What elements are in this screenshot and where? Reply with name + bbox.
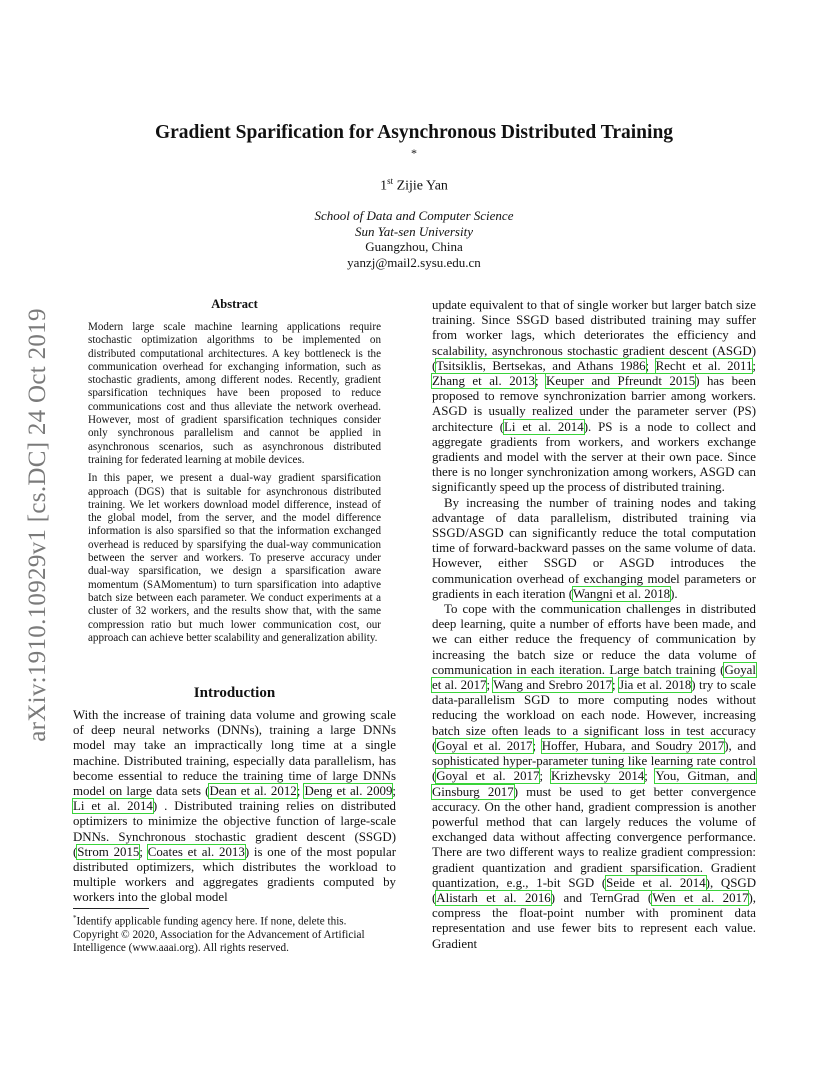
body-text: ; [532, 738, 542, 753]
body-paragraph [432, 496, 756, 602]
abstract-paragraph: In this paper, we present a dual-way gradient sparsification approach (DGS) that is suitable for asynchronous distributed training. We let workers download model difference, instead of the global model, from the server, and the model difference information is also sparsified so that the information exchanged overhead is reduced by sparsifying the dual-way communication between the server and workers. To preserve accuracy under dual-way sparsification, we design a sparsification aware momentum (SAMomentum) to turn sparsification into adaptive batch size between each parameter. We conduct experiments at a cluster of 32 workers, and the results show that, with the same compression ratio but much lower communication cost, our approach can achieve better scalability and generalization ability. [88, 472, 381, 644]
citation-link[interactable]: Recht et al. 2011 [655, 358, 753, 373]
citation-link[interactable]: Alistarh et al. 2016 [436, 890, 551, 905]
body-text: To cope with the communication challenges in distributed deep learning, quite a number of efforts have been made, and we can either reduce the frequency of communication by increasing the batch size or reduce the data volume of communication in each iteration. Large batch training ( [432, 602, 756, 677]
body-text: ; [392, 784, 397, 799]
citation-link[interactable]: Li et al. 2014 [504, 419, 584, 434]
body-text: ). [670, 586, 678, 601]
author-line [0, 176, 828, 195]
affiliation-email: yanzj@mail2.sysu.edu.cn [347, 254, 481, 270]
introduction-heading: Introduction [193, 685, 276, 701]
citation-link[interactable]: Wang and Srebro 2017 [493, 678, 613, 693]
author-ordinal: 1 [380, 178, 388, 194]
citation-link[interactable]: Strom 2015 [77, 844, 140, 859]
body-text: ) has been proposed to remove synchronization barrier among workers. ASGD is usually realized under the parameter server (PS) architecture ( [432, 374, 756, 434]
body-text: ), QSGD ( [432, 875, 757, 905]
footnote-copyright: Copyright © 2020, Association for the Advancement of Artificial Intelligence (www.aaai.org). All rights reserved. [73, 928, 365, 955]
body-text: ) is one of the most popular distributed optimizers, which distributes the workload to multiple workers and aggregates gradients computed by workers into the global model [73, 844, 396, 905]
body-text: ; [752, 358, 756, 373]
right-column [432, 298, 756, 952]
body-text: With the increase of training data volume and growing scale of deep neural networks (DNNs), training a large DNNs model may take an impractically long time at a single machine. Distributed training, especially data parallelism, has become essential to reduce the training time of large DNNs model on large data sets ( [73, 708, 396, 799]
citation-link[interactable]: Jia et al. 2018 [619, 678, 692, 693]
introduction-paragraph [73, 708, 396, 906]
body-text: ; [139, 844, 148, 859]
footnote-text: Identify applicable funding agency here. If none, delete this. [76, 915, 347, 928]
citation-link[interactable]: Deng et al. 2009 [304, 784, 393, 799]
body-paragraph [432, 602, 756, 952]
citation-link[interactable]: Goyal et al. 2017 [436, 769, 540, 784]
citation-link[interactable]: Goyal et al. 2017 [436, 738, 533, 753]
abstract-body [88, 321, 381, 650]
body-text: ) try to scale data-parallelism SGD to more computing nodes without reducing the workload on each node. However, increasing batch size often leads to a significant loss in test accuracy ( [432, 678, 756, 753]
abstract-paragraph: Modern large scale machine learning applications require stochastic optimization algorithms to be implemented on distributed computational architectures. A key bottleneck is the communication overhead for exchanging information, such as stochastic gradients, among different nodes. Recently, gradient sparsification techniques have been proposed to reduce communications cost and thus alleviate the network overhead. However, most of gradient sparsification techniques consider only synchronous parallelism and cannot be applied in asynchronous scenarios, such as asynchronous distributed training for federated learning at mobile devices. [88, 321, 381, 466]
body-text: ). PS is a node to collect and aggregate gradients from workers, and workers exchange gradients and model with the server at their own pace. Since there is no longer synchronization among workers, ASGD can significantly speed up the process of distributed training. [432, 419, 757, 495]
citation-link[interactable]: Dean et al. 2012 [209, 784, 297, 799]
author-name: Zijie Yan [396, 178, 448, 194]
citation-link[interactable]: Krizhevsky 2014 [551, 769, 645, 784]
citation-link[interactable]: Wangni et al. 2018 [573, 586, 671, 601]
citation-link[interactable]: Li et al. 2014 [73, 799, 153, 814]
body-text: ; [534, 374, 547, 389]
body-text: ; [644, 769, 656, 784]
body-text: ; [645, 358, 656, 373]
body-paragraph [432, 298, 756, 496]
body-text: ) . Distributed training relies on distributed optimizers to minimize the objective function of large-scale DNNs. Synchronous stochastic gradient descent (SSGD) ( [73, 799, 396, 859]
affiliation-university: Sun Yat-sen University [355, 223, 473, 239]
body-text: ; [612, 678, 620, 693]
citation-link[interactable]: Zhang et al. 2013 [432, 374, 535, 389]
citation-link[interactable]: Tsitsiklis, Bertsekas, and Athans 1986 [436, 358, 646, 373]
affiliation [0, 208, 828, 270]
body-text: ; [296, 784, 305, 799]
body-text: update equivalent to that of single worker but larger batch size training. Since SSGD based distributed training may suffer from worker lags, which deteriorates the efficiency and scalability, asynchronous stochastic gradient descent (ASGD) ( [432, 298, 756, 373]
footnote-funding [73, 912, 396, 929]
citation-link[interactable]: Goyal et al. 2017 [432, 662, 756, 693]
footnote [73, 912, 396, 955]
affiliation-location: Guangzhou, China [365, 239, 463, 254]
footnote-rule [73, 908, 149, 909]
footnote-mark: * [73, 914, 77, 922]
abstract-heading: Abstract [211, 297, 258, 311]
citation-link[interactable]: Wen et al. 2017 [652, 890, 749, 905]
body-text: By increasing the number of training nodes and taking advantage of data parallelism, distributed training via SSGD/ASGD can significantly reduce the total computation time of forward-backward passes on the same volume of data. However, either SSGD or ASGD introduces the communication overhead of exchanging model parameters or gradients in each iteration ( [432, 495, 756, 601]
body-text: ; [539, 769, 552, 784]
body-text: ) must be used to get better convergence accuracy. On the other hand, gradient compression is another powerful method that can largely reduces the volume of exchanged data without affecting convergence performance. There are two different ways to realize gradient compression: gradient quantization and gradient sparsification. Gradient quantization, e.g., 1-bit SGD ( [432, 784, 756, 890]
citation-link[interactable]: Coates et al. 2013 [147, 844, 245, 859]
title-footnote-mark: * [411, 146, 417, 160]
introduction-body [73, 708, 396, 906]
body-text: ; [486, 678, 494, 693]
body-text: ), compress the float-point number with prominent data representation and use fewer bits to represent each value. Gradient [432, 890, 756, 951]
body-text: ), and sophisticated hyper-parameter tuning like learning rate control ( [432, 738, 757, 784]
body-text: ) and TernGrad ( [550, 890, 653, 905]
arxiv-identifier-text: arXiv:1910.10929v1 [cs.DC] 24 Oct 2019 [24, 308, 52, 742]
citation-link[interactable]: Hoffer, Hubara, and Soudry 2017 [541, 738, 725, 753]
citation-link[interactable]: Seide et al. 2014 [606, 875, 706, 890]
citation-link[interactable]: Keuper and Pfreundt 2015 [546, 374, 696, 389]
paper-title: Gradient Sparification for Asynchronous Distributed Training [154, 122, 674, 143]
arxiv-identifier [22, 290, 54, 760]
affiliation-school: School of Data and Computer Science [314, 208, 514, 223]
citation-link[interactable]: You, Gitman, and Ginsburg 2017 [432, 769, 757, 799]
author-ordinal-suffix: st [387, 176, 394, 186]
